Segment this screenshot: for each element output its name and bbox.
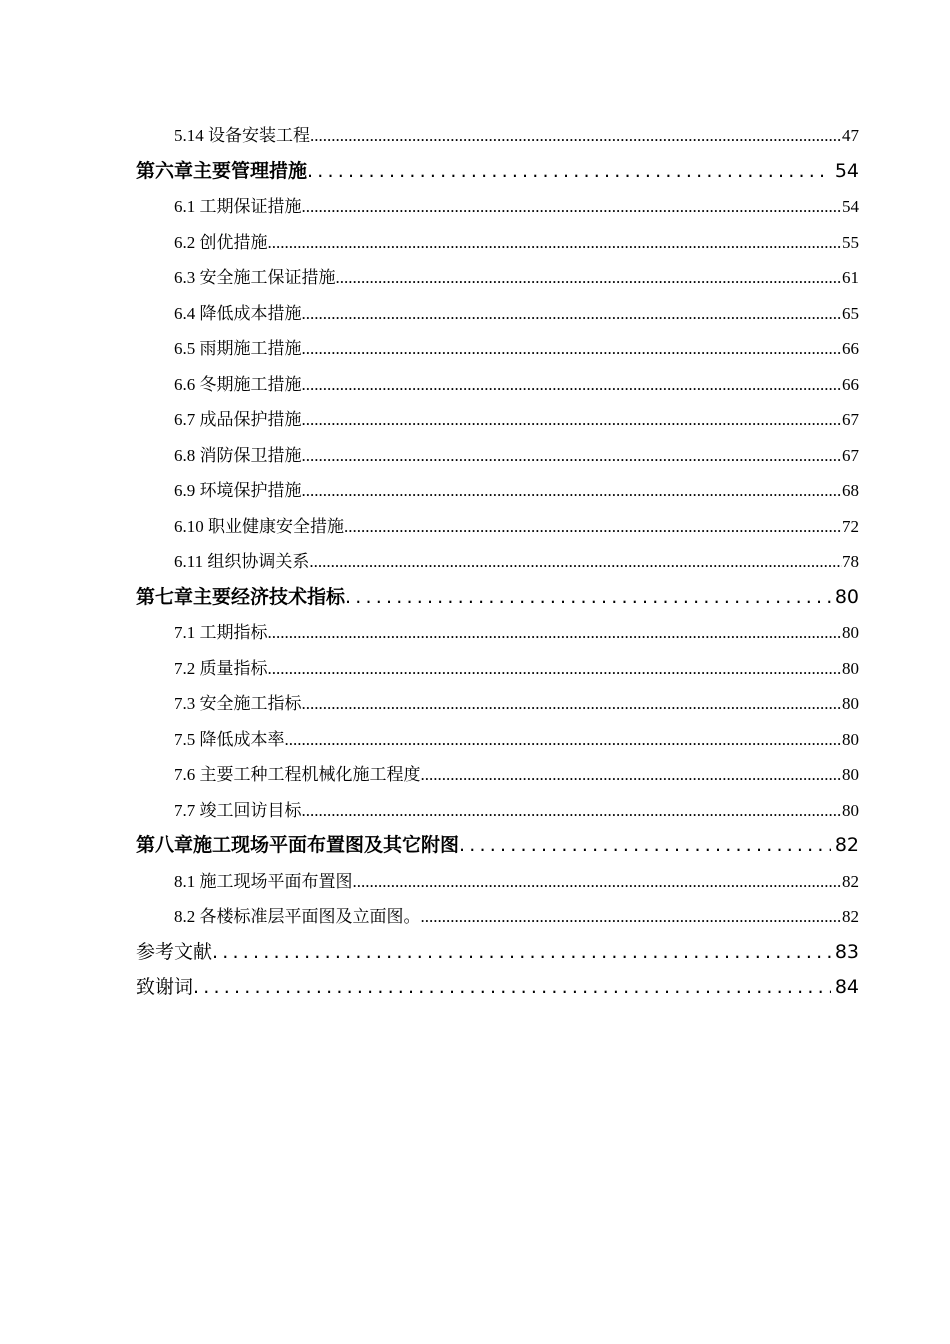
entry-title: 6.6 冬期施工措施 [174, 374, 302, 394]
dot-leader [302, 402, 843, 438]
entry-page-number: 72 [842, 516, 859, 536]
toc-section-entry[interactable] [136, 189, 859, 225]
entry-title: 6.7 成品保护措施 [174, 410, 302, 429]
dot-leader [302, 793, 843, 829]
entry-title: 6.9 环境保护措施 [174, 481, 302, 500]
dot-leader [285, 722, 843, 758]
entry-title: 主要经济技术指标 [193, 585, 346, 608]
entry-page-number: 80 [842, 765, 859, 784]
dot-leader [302, 296, 843, 332]
entry-title: 5.14 设备安装工程 [174, 126, 310, 145]
dot-leader [421, 899, 843, 935]
dot-leader [336, 260, 843, 296]
entry-page-number: 55 [842, 232, 859, 252]
dot-leader [268, 651, 843, 687]
entry-title: 6.8 消防保卫措施 [174, 445, 302, 465]
toc-section-entry[interactable] [136, 367, 859, 403]
entry-page-number: 80 [842, 729, 859, 749]
dot-leader [310, 118, 842, 154]
toc-section-entry[interactable] [136, 793, 859, 829]
toc-section-entry[interactable] [136, 686, 859, 722]
entry-title: 施工现场平面布置图及其它附图 [193, 834, 460, 856]
entry-page-number: 65 [842, 303, 859, 323]
dot-leader [459, 828, 831, 864]
entry-title: 参考文献 [136, 940, 213, 963]
dot-leader [302, 438, 843, 474]
toc-section-entry[interactable] [136, 225, 859, 261]
toc-chapter-entry[interactable] [136, 580, 859, 616]
toc-section-entry[interactable] [136, 544, 859, 580]
toc-section-entry[interactable] [136, 438, 859, 474]
toc-chapter-entry[interactable] [136, 828, 859, 864]
entry-page-number: 80 [842, 658, 859, 678]
entry-title: 7.6 主要工种工程机械化施工程度 [174, 765, 421, 784]
entry-title: 8.2 各楼标准层平面图及立面图。 [174, 907, 421, 926]
dot-leader [307, 154, 831, 190]
toc-section-entry[interactable] [136, 296, 859, 332]
entry-title: 致谢词 [136, 976, 194, 998]
toc-section-entry[interactable] [136, 331, 859, 367]
dot-leader [302, 331, 843, 367]
dot-leader [421, 757, 843, 793]
entry-page-number: 68 [842, 481, 859, 500]
dot-leader [344, 509, 842, 545]
entry-title: 6.10 职业健康安全措施 [174, 516, 344, 536]
toc-section-entry[interactable] [136, 509, 859, 545]
entry-page-number: 47 [842, 126, 859, 145]
dot-leader [302, 686, 843, 722]
entry-page-number: 67 [842, 410, 859, 429]
entry-page-number: 61 [842, 268, 859, 287]
entry-title: 7.3 安全施工指标 [174, 694, 302, 713]
entry-title: 7.2 质量指标 [174, 658, 268, 678]
toc-entry[interactable] [136, 970, 859, 1006]
toc-section-entry[interactable] [136, 402, 859, 438]
entry-page-number: 82 [842, 907, 859, 926]
toc-section-entry[interactable] [136, 615, 859, 651]
dot-leader [302, 189, 843, 225]
toc-section-entry[interactable] [136, 118, 859, 154]
toc-entry[interactable] [136, 935, 859, 971]
entry-page-number: 80 [842, 623, 859, 642]
toc-section-entry[interactable] [136, 757, 859, 793]
toc-section-entry[interactable] [136, 651, 859, 687]
entry-page-number: 84 [834, 976, 859, 998]
entry-page-number: 66 [842, 339, 859, 358]
chapter-number: 第七章 [136, 585, 194, 608]
entry-title: 7.7 竣工回访目标 [174, 800, 302, 820]
toc-section-entry[interactable] [136, 722, 859, 758]
entry-title: 主要管理措施 [193, 159, 308, 182]
entry-page-number: 83 [834, 940, 859, 963]
dot-leader [302, 367, 843, 403]
entry-page-number: 82 [834, 834, 859, 856]
entry-page-number: 80 [842, 800, 859, 820]
toc-section-entry[interactable] [136, 864, 859, 900]
entry-title: 6.2 创优措施 [174, 232, 268, 252]
entry-page-number: 66 [842, 374, 859, 394]
entry-page-number: 80 [834, 585, 859, 608]
entry-title: 6.1 工期保证措施 [174, 197, 302, 216]
table-of-contents [136, 118, 859, 1006]
dot-leader [268, 225, 843, 261]
dot-leader [212, 935, 831, 971]
dot-leader [353, 864, 843, 900]
entry-page-number: 67 [842, 445, 859, 465]
entry-page-number: 54 [842, 197, 859, 216]
toc-section-entry[interactable] [136, 899, 859, 935]
entry-title: 6.5 雨期施工措施 [174, 339, 302, 358]
dot-leader [309, 544, 842, 580]
dot-leader [345, 580, 831, 616]
toc-chapter-entry[interactable] [136, 154, 859, 190]
entry-title: 6.3 安全施工保证措施 [174, 268, 336, 287]
entry-title: 7.1 工期指标 [174, 623, 268, 642]
entry-page-number: 78 [842, 552, 859, 571]
entry-title: 6.4 降低成本措施 [174, 303, 302, 323]
dot-leader [302, 473, 843, 509]
toc-section-entry[interactable] [136, 473, 859, 509]
entry-title: 8.1 施工现场平面布置图 [174, 871, 353, 891]
dot-leader [193, 970, 831, 1006]
entry-title: 6.11 组织协调关系 [174, 552, 310, 571]
toc-section-entry[interactable] [136, 260, 859, 296]
entry-page-number: 80 [842, 694, 859, 713]
entry-page-number: 54 [834, 159, 859, 182]
entry-page-number: 82 [842, 871, 859, 891]
dot-leader [268, 615, 843, 651]
chapter-number: 第六章 [136, 159, 194, 182]
entry-title: 7.5 降低成本率 [174, 729, 285, 749]
chapter-number: 第八章 [136, 834, 194, 856]
